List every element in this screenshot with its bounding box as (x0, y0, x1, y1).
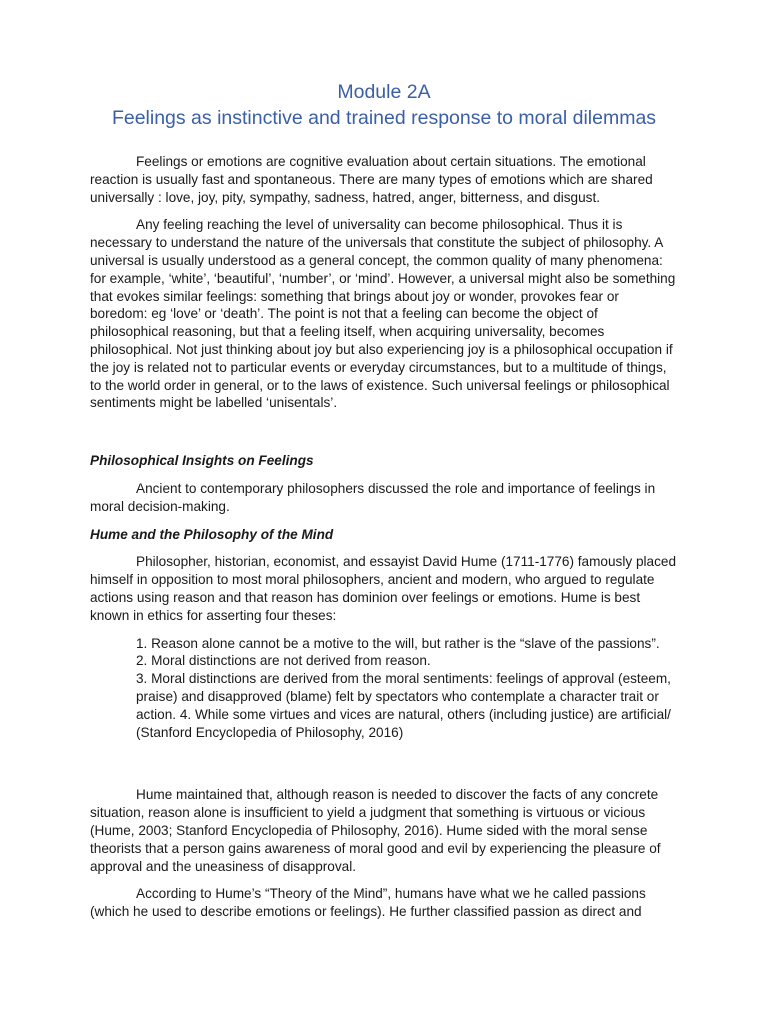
title-block (90, 79, 678, 131)
paragraph-intro-2: Any feeling reaching the level of universality can become philosophical. Thus it is necessary to understand the nature of the universals that constitute the subject of philosophy. A universal is usually understood as a general concept, the common quality of many phenomena: for example, ‘white’, ‘beautiful’, ‘number’, or ‘mind’. However, a universal might also be something that evokes similar feelings: something that brings about joy or wonder, provokes fear or boredom: eg ‘love’ or ‘death’. The point is not that a feeling can become the object of philosophical reasoning, but that a feeling itself, when acquiring universality, becomes philosophical. Not just thinking about joy but also experiencing joy is a philosophical occupation if the joy is related not to particular events or everyday circumstances, but to a multitude of things, to the world order in general, or to the laws of existence. Such universal feelings or philosophical sentiments might be labelled ‘unisentals’. (90, 217, 676, 411)
thesis-item: 3. Moral distinctions are derived from the moral sentiments: feelings of approval (esteem, praise) and disapproved (blame) felt by spectators who contemplate a character trait or action. 4. While some virtues and vices are natural, others (including justice) are artificial/ (Stanford Encyclopedia of Philosophy, 2016) (136, 671, 671, 740)
paragraph-intro-1: Feelings or emotions are cognitive evaluation about certain situations. The emotional reaction is usually fast and spontaneous. There are many types of emotions which are shared universally : love, joy, pity, sympathy, sadness, hatred, anger, bitterness, and disgust. (90, 154, 653, 205)
thesis-item: 2. Moral distinctions are not derived from reason. (136, 653, 431, 669)
paragraph-hume: Philosopher, historian, economist, and essayist David Hume (1711-1776) famously placed himself in opposition to most moral philosophers, ancient and modern, who argued to regulate actions using reason and that reason has dominion over feelings or emotions. Hume is best known in ethics for asserting four theses: (90, 554, 677, 623)
page-title: Feelings as instinctive and trained response to moral dilemmas (111, 107, 657, 129)
module-label: Module 2A (337, 81, 431, 103)
thesis-item: 1. Reason alone cannot be a motive to the will, but rather is the “slave of the passions”. (136, 635, 660, 651)
paragraph-insights: Ancient to contemporary philosophers discussed the role and importance of feelings in moral decision-making. (90, 480, 656, 514)
spacer (90, 751, 678, 786)
paragraph-closing-2: According to Hume’s “Theory of the Mind”, humans have what we he called passions (which he used to describe emotions or feelings). He further classified passion as direct and (90, 886, 646, 920)
paragraph-closing-1: Hume maintained that, although reason is needed to discover the facts of any concrete situation, reason alone is insufficient to yield a judgment that something is virtuous or vicious (Hume, 2003; Stanford Encyclopedia of Philosophy, 2016). Hume sided with the moral sense theorists that a person gains awareness of moral good and evil by experiencing the pleasure of approval and the uneasiness of disapproval. (90, 787, 661, 874)
spacer (90, 422, 678, 452)
heading-insights: Philosophical Insights on Feelings (90, 453, 314, 469)
theses-list (136, 635, 678, 742)
heading-hume: Hume and the Philosophy of the Mind (90, 526, 334, 542)
